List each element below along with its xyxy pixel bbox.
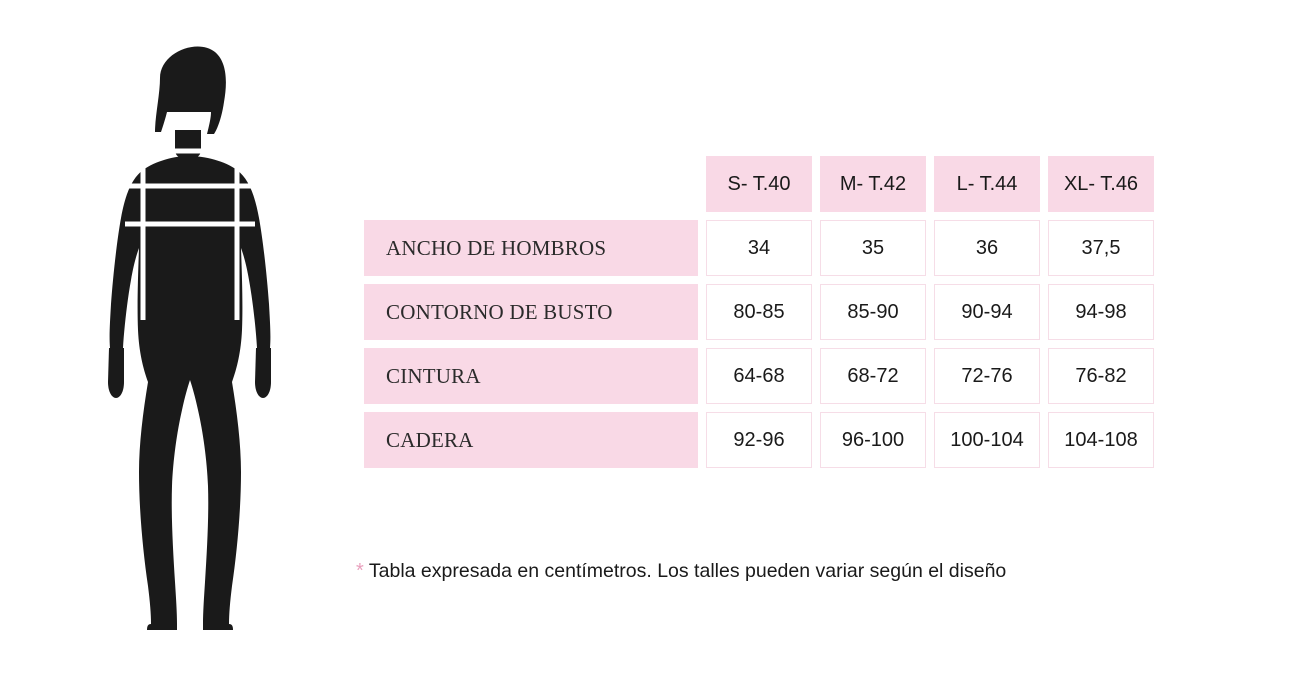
cell-hip-l: 100-104 — [934, 412, 1040, 468]
cell-bust-s: 80-85 — [706, 284, 812, 340]
cell-shoulders-m: 35 — [820, 220, 926, 276]
cell-waist-m: 68-72 — [820, 348, 926, 404]
table-header-row — [364, 156, 1154, 212]
cell-waist-l: 72-76 — [934, 348, 1040, 404]
cell-hip-xl: 104-108 — [1048, 412, 1154, 468]
row-label-shoulders: ANCHO DE HOMBROS — [364, 220, 698, 276]
table-row — [364, 220, 1154, 276]
cell-bust-xl: 94-98 — [1048, 284, 1154, 340]
cell-shoulders-xl: 37,5 — [1048, 220, 1154, 276]
cell-shoulders-l: 36 — [934, 220, 1040, 276]
table-row — [364, 284, 1154, 340]
table-row — [364, 412, 1154, 468]
table-row — [364, 348, 1154, 404]
cell-waist-xl: 76-82 — [1048, 348, 1154, 404]
female-body-silhouette — [85, 30, 335, 630]
cell-shoulders-s: 34 — [706, 220, 812, 276]
column-header-s: S- T.40 — [706, 156, 812, 212]
column-header-m: M- T.42 — [820, 156, 926, 212]
cell-waist-s: 64-68 — [706, 348, 812, 404]
footnote — [356, 560, 1006, 583]
cell-hip-s: 92-96 — [706, 412, 812, 468]
column-header-l: L- T.44 — [934, 156, 1040, 212]
footnote-text: Tabla expresada en centímetros. Los talles pueden variar según el diseño — [368, 560, 1007, 582]
asterisk-icon: * — [356, 560, 364, 582]
row-label-bust: CONTORNO DE BUSTO — [364, 284, 698, 340]
row-label-hip: CADERA — [364, 412, 698, 468]
row-label-waist: CINTURA — [364, 348, 698, 404]
cell-bust-l: 90-94 — [934, 284, 1040, 340]
table-corner-cell — [364, 156, 698, 212]
size-chart-table — [356, 148, 1162, 476]
column-header-xl: XL- T.46 — [1048, 156, 1154, 212]
cell-hip-m: 96-100 — [820, 412, 926, 468]
cell-bust-m: 85-90 — [820, 284, 926, 340]
